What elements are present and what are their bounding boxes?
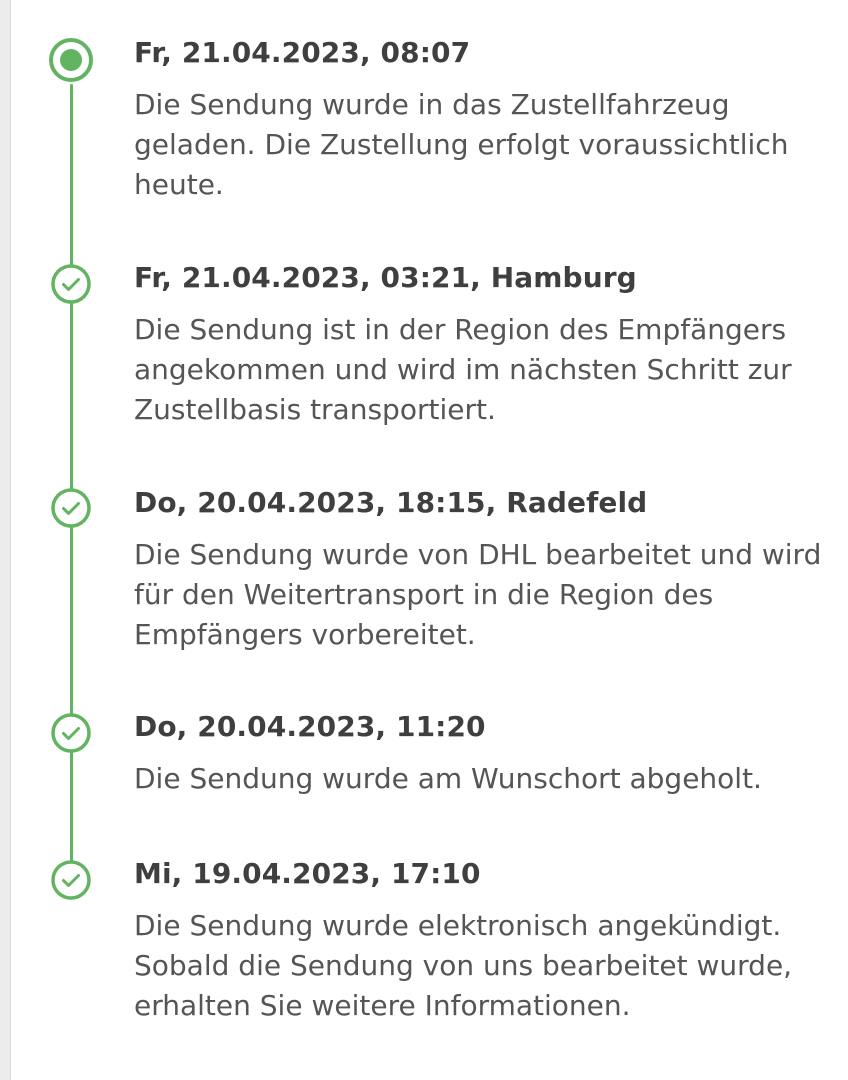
event-description: Die Sendung ist in der Region des Empfängers angekommen und wird im nächsten Schritt zur Zustellbasis transportiert. — [134, 313, 792, 426]
current-status-dot-icon — [49, 38, 93, 82]
event-description: Die Sendung wurde von DHL bearbeitet und wird für den Weitertransport in die Region des Empfängers vorbereitet. — [134, 538, 822, 651]
event-timestamp: Fr, 21.04.2023, 08:07 — [134, 36, 471, 69]
check-circle-icon — [49, 858, 93, 902]
event-description: Die Sendung wurde am Wunschort abgeholt. — [134, 762, 762, 795]
check-circle-icon — [49, 262, 93, 306]
event-description: Die Sendung wurde elektronisch angekündigt. Sobald die Sendung von uns bearbeitet wurde, erhalten Sie weitere Informationen. — [134, 909, 793, 1022]
event-description: Die Sendung wurde in das Zustellfahrzeug geladen. Die Zustellung erfolgt voraussichtlich heute. — [134, 88, 789, 201]
timeline-track — [70, 84, 73, 880]
check-circle-icon — [49, 486, 93, 530]
event-timestamp: Mi, 19.04.2023, 17:10 — [134, 857, 481, 890]
event-timestamp: Do, 20.04.2023, 11:20 — [134, 710, 486, 743]
check-circle-icon — [49, 711, 93, 755]
event-timestamp: Do, 20.04.2023, 18:15, Radefeld — [134, 486, 648, 519]
event-timestamp: Fr, 21.04.2023, 03:21, Hamburg — [134, 261, 637, 294]
